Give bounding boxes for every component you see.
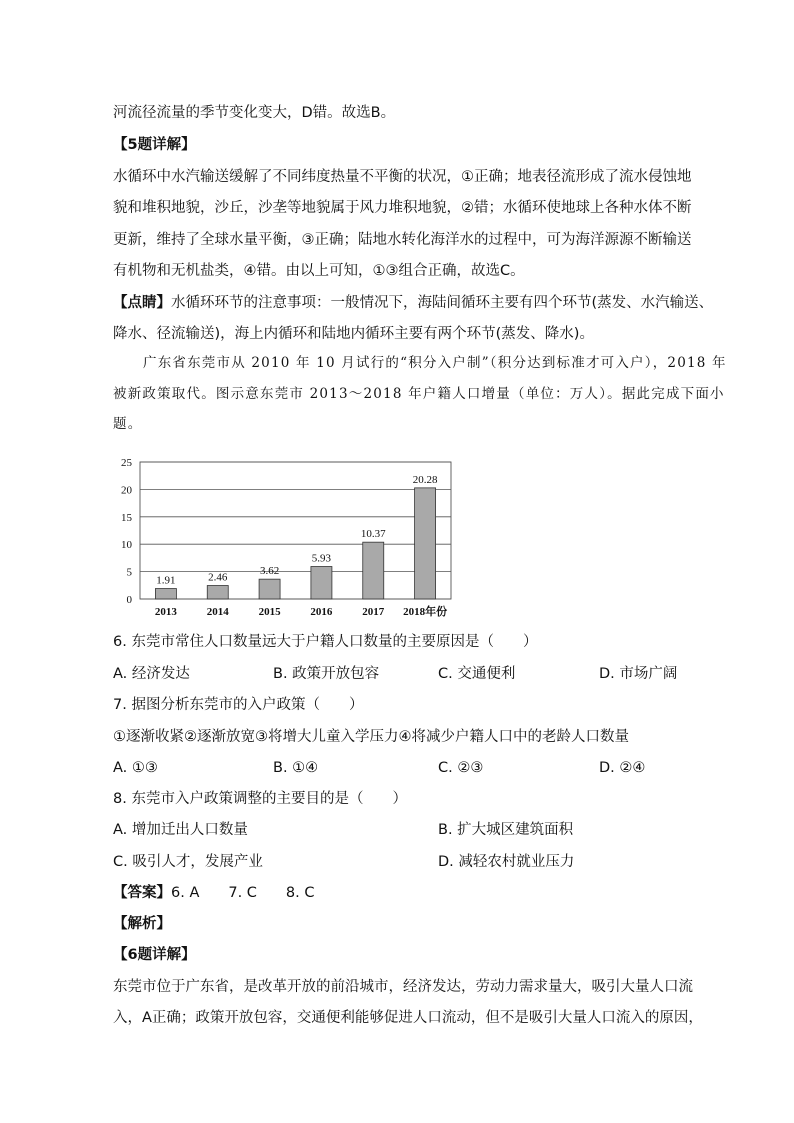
q8-option-d[interactable]: D. 减轻农村就业压力	[438, 854, 575, 870]
q7-option-d[interactable]: D. ②④	[599, 760, 646, 776]
q5-line-3: 更新，维持了全球水量平衡，③正确；陆地水转化海洋水的过程中，可为海洋源源不断输送	[113, 232, 692, 248]
x-tick-label: 2014	[206, 606, 229, 618]
bar	[259, 579, 280, 599]
y-tick-label: 25	[121, 457, 132, 469]
intro-line-1: 广东省东莞市从 2010 年 10 月试行的“积分入户制”（积分达到标准才可入户），2018 年	[143, 355, 727, 371]
tip-line-1	[113, 293, 713, 313]
q8-option-b[interactable]: B. 扩大城区建筑面积	[438, 822, 574, 838]
y-tick-label: 20	[121, 484, 132, 497]
x-tick-label: 2013	[154, 606, 177, 618]
tip-tag: 【点睛】	[113, 295, 171, 311]
answer-tag: 【答案】	[113, 885, 171, 901]
q6-option-a[interactable]: A. 经济发达	[113, 666, 190, 682]
q7-option-b[interactable]: B. ①④	[273, 760, 319, 776]
answer-text: 6. A 7. C 8. C	[171, 885, 315, 901]
tip-line-2: 降水、径流输送)，海上内循环和陆地内循环主要有两个环节(蒸发、降水)。	[113, 326, 594, 342]
q8-stem: 8. 东莞市入户政策调整的主要目的是（ ）	[113, 791, 407, 807]
bar	[207, 586, 228, 599]
q8-option-a[interactable]: A. 增加迁出人口数量	[113, 822, 248, 838]
x-tick-label: 2018年份	[403, 606, 448, 618]
bar-chart	[113, 450, 463, 620]
x-tick-label: 2017	[362, 606, 385, 618]
q5-line-1: 水循环中水汽输送缓解了不同纬度热量不平衡的状况，①正确；地表径流形成了流水侵蚀地	[113, 169, 692, 185]
bar	[155, 589, 176, 599]
q6-option-c[interactable]: C. 交通便利	[438, 666, 516, 682]
answer-line	[113, 883, 315, 903]
bar	[363, 542, 384, 599]
q6-analysis-line-2: 入，A正确；政策开放包容，交通便利能够促进人口流动，但不是吸引大量人口流入的原因，	[113, 1010, 703, 1026]
bar	[311, 567, 332, 599]
bar	[415, 488, 436, 599]
intro-line-3: 题。	[113, 416, 143, 432]
bar-value-label: 5.93	[311, 552, 332, 565]
intro-line-2: 被新政策取代。图示意东莞市 2013～2018 年户籍人口增量（单位：万人）。据此完成下面小	[113, 386, 725, 402]
q7-stem: 7. 据图分析东莞市的入户政策（ ）	[113, 697, 364, 713]
y-tick-label: 0	[126, 594, 132, 606]
q5-line-2: 貌和堆积地貌，沙丘，沙垄等地貌属于风力堆积地貌，②错；水循环使地球上各种水体不断	[113, 200, 692, 216]
x-tick-label: 2015	[258, 606, 281, 618]
q6-option-b[interactable]: B. 政策开放包容	[273, 666, 380, 682]
plot-frame	[140, 462, 451, 599]
q7-option-a[interactable]: A. ①③	[113, 760, 158, 776]
bar-value-label: 10.37	[360, 528, 386, 541]
bar-value-label: 2.46	[208, 571, 228, 584]
q7-option-c[interactable]: C. ②③	[438, 760, 484, 776]
bar-value-label: 3.62	[259, 565, 280, 578]
q6-option-d[interactable]: D. 市场广阔	[599, 666, 678, 682]
q6-analysis-line-1: 东莞市位于广东省，是改革开放的前沿城市，经济发达，劳动力需求量大，吸引大量人口流	[113, 979, 693, 995]
q7-statements: ①逐渐收紧②逐渐放宽③将增大儿童入学压力④将减少户籍人口中的老龄人口数量	[113, 729, 629, 745]
q5-line-4: 有机物和无机盐类，④错。由以上可知，①③组合正确，故选C。	[113, 263, 525, 279]
text-line-1: 河流径流量的季节变化变大，D错。故选B。	[113, 105, 396, 121]
y-tick-label: 10	[121, 539, 132, 552]
bar-value-label: 20.28	[412, 473, 438, 486]
bar-value-label: 1.91	[156, 574, 176, 587]
q5-detail-heading: 【5题详解】	[113, 137, 196, 153]
x-tick-label: 2016	[310, 606, 333, 618]
y-tick-label: 5	[126, 566, 132, 579]
q6-stem: 6. 东莞市常住人口数量远大于户籍人口数量的主要原因是（ ）	[113, 634, 538, 650]
q6-detail-heading: 【6题详解】	[113, 947, 196, 963]
tip-text-1: 水循环环节的注意事项：一般情况下，海陆间循环主要有四个环节(蒸发、水汽输送、	[171, 295, 714, 311]
q8-option-c[interactable]: C. 吸引人才，发展产业	[113, 854, 263, 870]
analysis-tag: 【解析】	[113, 916, 171, 932]
y-tick-label: 15	[121, 511, 132, 524]
